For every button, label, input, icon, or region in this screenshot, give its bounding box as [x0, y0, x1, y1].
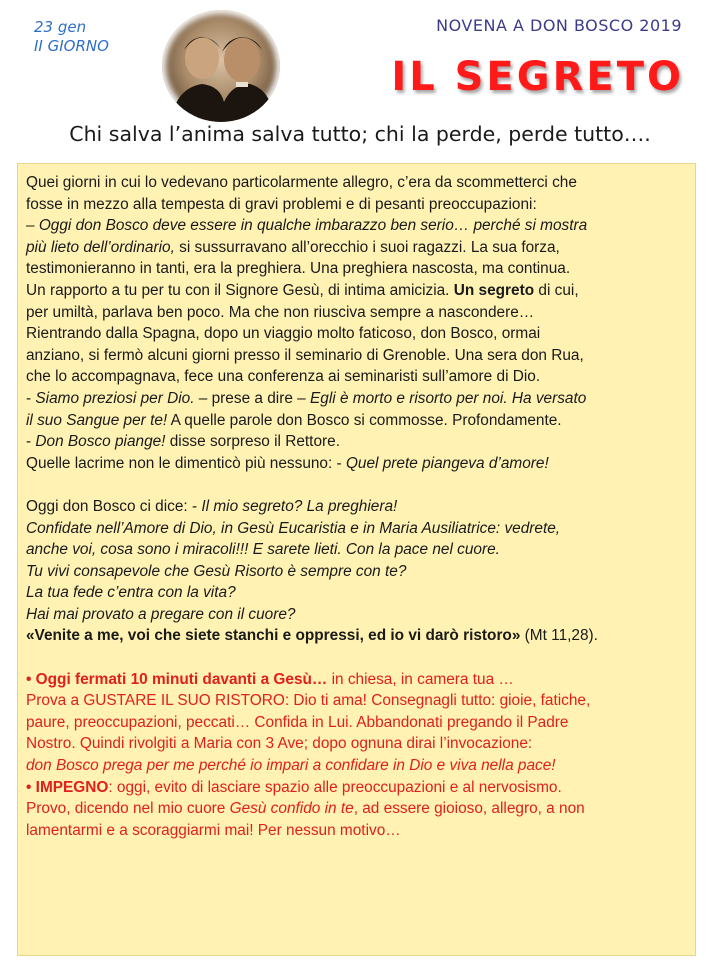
plain-text: : oggi, evito di lasciare spazio alle preoccupazioni e al nervosismo. [108, 778, 562, 796]
text-line [26, 496, 687, 518]
text-line [26, 669, 687, 691]
date-text: 23 gen [34, 18, 87, 36]
text-line: per umiltà, parlava ben poco. Ma che non riusciva sempre a nascondere… [26, 303, 535, 321]
text-line [26, 410, 687, 432]
italic-text: Siamo preziosi per Dio. [35, 389, 195, 407]
plain-text: si sussurravano all’orecchio i suoi ragazzi. La sua forza, [174, 238, 560, 256]
date-label [34, 18, 109, 56]
text-line: Nostro. Quindi rivolgiti a Maria con 3 Ave; dopo ognuna dirai l’invocazione: [26, 735, 533, 753]
text-line [26, 518, 687, 540]
text-line [26, 582, 687, 604]
italic-text: – Oggi don Bosco deve essere in qualche imbarazzo ben serio… perché si mostra [26, 217, 588, 235]
italic-text: Gesù confido in te [229, 800, 354, 818]
text-line: testimonieranno in tanti, era la preghiera. Una preghiera nascosta, ma continua. [26, 260, 571, 278]
italic-text: Confidate nell’Amore di Dio, in Gesù Eucaristia e in Maria Ausiliatrice: vedrete, [26, 519, 561, 537]
bold-text: • IMPEGNO [26, 778, 109, 796]
text-line: anziano, si fermò alcuni giorni presso il seminario di Grenoble. Una sera don Rua, [26, 346, 584, 364]
plain-text: Un rapporto a tu per tu con il Signore Gesù, di intima amicizia. [26, 281, 454, 299]
plain-text: in chiesa, in camera tua … [327, 670, 514, 688]
text-line [26, 755, 687, 777]
don-bosco-photo [162, 10, 280, 122]
plain-text: Oggi don Bosco ci dice: - [26, 497, 202, 515]
text-line [26, 777, 687, 799]
plain-text: A quelle parole don Bosco si commosse. Profondamente. [167, 411, 562, 429]
text-line: paure, preoccupazioni, peccati… Confida in Lui. Abbandonati pregando il Padre [26, 713, 569, 731]
italic-text: Il mio segreto? La preghiera! [201, 497, 398, 515]
italic-text: don Bosco prega per me perché io impari a confidare in Dio e viva nella pace! [26, 757, 556, 775]
plain-text: disse sorpreso il Rettore. [165, 433, 340, 451]
text-line [26, 561, 687, 583]
bold-text: «Venite a me, voi che siete stanchi e oppressi, ed io vi darò ristoro» [26, 627, 521, 645]
text-line [26, 798, 687, 820]
text-line [26, 388, 687, 410]
text-line [26, 539, 687, 561]
plain-text: Quelle lacrime non le dimenticò più nessuno: - [26, 454, 346, 472]
plain-text: , ad essere gioioso, allegro, a non [353, 800, 585, 818]
novena-heading: NOVENA A DON BOSCO 2019 [436, 16, 682, 35]
plain-text: Provo, dicendo nel mio cuore [26, 800, 230, 818]
text-line: fosse in mezzo alla tempesta di gravi problemi e di pesanti preoccupazioni: [26, 195, 537, 213]
text-line [26, 215, 687, 237]
plain-text: (Mt 11,28). [520, 627, 598, 645]
italic-text: anche voi, cosa sono i miracoli!!! E sarete lieti. Con la pace nel cuore. [26, 541, 500, 559]
bold-text: • Oggi fermati 10 minuti davanti a Gesù… [26, 670, 328, 688]
text-line [26, 453, 687, 475]
text-line [26, 237, 687, 259]
text-box [17, 163, 696, 956]
motto: Chi salva l’anima salva tutto; chi la perde, perde tutto…. [69, 122, 651, 146]
italic-text: Don Bosco piange! [35, 433, 166, 451]
text-line: Prova a GUSTARE IL SUO RISTORO: Dio ti ama! Consegnagli tutto: gioie, fatiche, [26, 692, 591, 710]
italic-text: Hai mai provato a pregare con il cuore? [26, 605, 296, 623]
photo-illustration [162, 10, 280, 122]
page-title: IL SEGRETO [391, 54, 684, 100]
spacer [26, 474, 687, 496]
spacer [26, 647, 687, 669]
plain-text: - [26, 389, 36, 407]
text-line: Rientrando dalla Spagna, dopo un viaggio molto faticoso, don Bosco, ormai [26, 325, 541, 343]
text-line: che lo accompagnava, fece una conferenza ai seminaristi sull’amore di Dio. [26, 368, 541, 386]
bold-text: Un segreto [453, 281, 535, 299]
italic-text: il suo Sangue per te! [26, 411, 168, 429]
italic-text: più lieto dell’ordinario, [26, 238, 175, 256]
text-line: Quei giorni in cui lo vedevano particolarmente allegro, c’era da scommetterci che [26, 174, 577, 191]
text-line [26, 431, 687, 453]
day-text: II GIORNO [34, 37, 109, 55]
text-line [26, 625, 687, 647]
text-line [26, 604, 687, 626]
plain-text: di cui, [534, 281, 579, 299]
text-line [26, 280, 687, 302]
plain-text: – prese a dire – [194, 389, 311, 407]
italic-text: La tua fede c’entra con la vita? [26, 584, 236, 602]
text-line: lamentarmi e a scoraggiarmi mai! Per nessun motivo… [26, 821, 401, 839]
italic-text: Tu vivi consapevole che Gesù Risorto è sempre con te? [26, 562, 407, 580]
italic-text: Egli è morto e risorto per noi. Ha versato [310, 389, 587, 407]
plain-text: - [26, 433, 36, 451]
italic-text: Quel prete piangeva d’amore! [345, 454, 549, 472]
